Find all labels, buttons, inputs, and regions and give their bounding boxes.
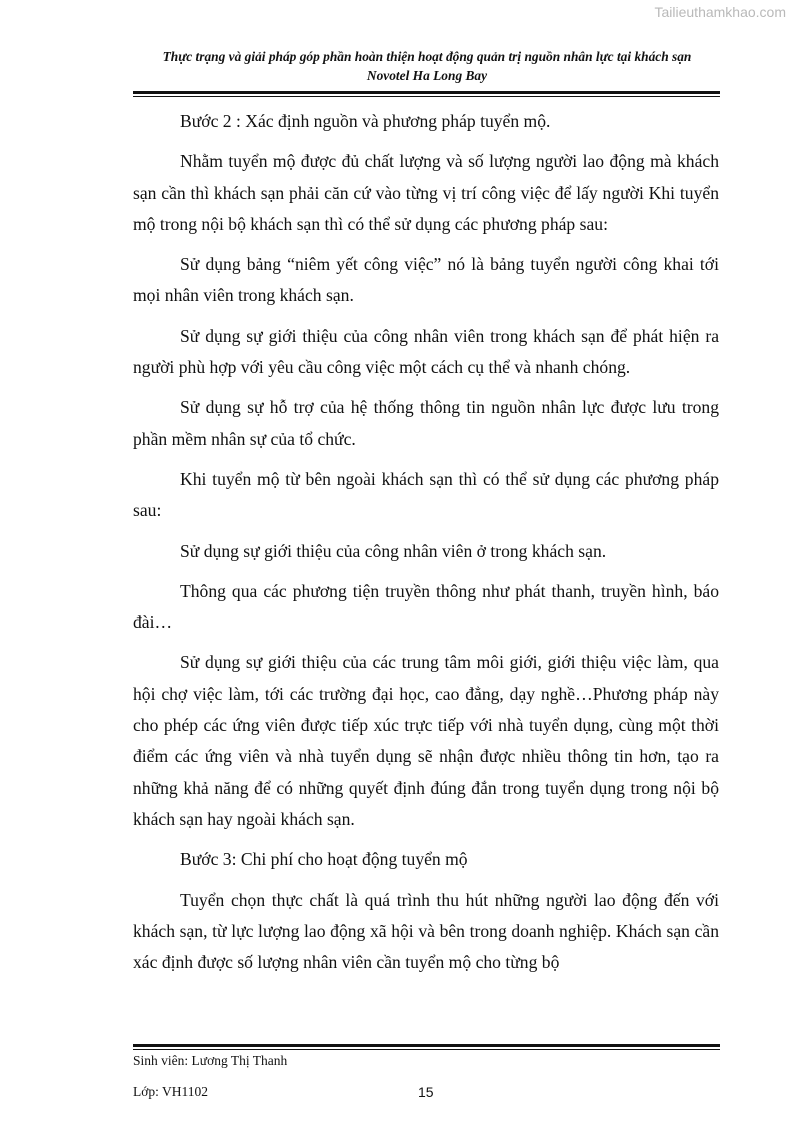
paragraph: Sử dụng sự hỗ trợ của hệ thống thông tin nguồn nhân lực được lưu trong phần mềm nhân sự của tổ chức. [133, 397, 719, 449]
page-header [120, 47, 734, 85]
paragraph: Bước 2 : Xác định nguồn và phương pháp tuyển mộ. [180, 111, 551, 131]
paragraph: Nhằm tuyển mộ được đủ chất lượng và số lượng người lao động mà khách sạn cần thì khách sạn phải căn cứ vào từng vị trí công việc để lấy người Khi tuyển mộ trong nội bộ khách sạn thì có thể sử dụng các phương pháp sau: [133, 151, 719, 234]
document-body [133, 106, 719, 987]
header-rule-thick [133, 91, 720, 94]
paragraph: Bước 3: Chi phí cho hoạt động tuyển mộ [180, 849, 468, 870]
paragraph: Sử dụng sự giới thiệu của các trung tâm môi giới, giới thiệu việc làm, qua hội chợ việc làm, tới các trường đại học, cao đẳng, dạy nghề…Phương pháp này cho phép các ứng viên được tiếp xúc trực tiếp với nhà tuyển dụng, cùng một thời điểm các ứng viên và nhà tuyển dụng sẽ nhận được nhiều thông tin hơn, tạo ra những khả năng để có những quyết định đúng đắn trong tuyển dụng trong nội bộ khách sạn hay ngoài khách sạn. [133, 652, 719, 829]
header-line-1: Thực trạng và giải pháp góp phần hoàn thiện hoạt động quản trị nguồn nhân lực tại khách sạn [162, 49, 692, 64]
footer-class: Lớp: VH1102 [133, 1084, 209, 1099]
paragraph: Sử dụng sự giới thiệu của công nhân viên ở trong khách sạn. [180, 540, 607, 561]
header-line-2: Novotel Ha Long Bay [366, 68, 488, 83]
paragraph: Thông qua các phương tiện truyền thông như phát thanh, truyền hình, báo đài… [133, 580, 719, 633]
header-rule-thin [133, 96, 720, 97]
footer-rule-thick [133, 1044, 720, 1047]
paragraph: Tuyển chọn thực chất là quá trình thu hút những người lao động đến với khách sạn, từ lực lượng lao động xã hội và bên trong doanh nghiệp. Khách sạn cần xác định được số lượng nhân viên cần tuyển mộ cho từng bộ [133, 889, 719, 973]
footer-student-name: Sinh viên: Lương Thị Thanh [133, 1053, 288, 1068]
footer-rule-thin [133, 1049, 720, 1050]
watermark: Tailieuthamkhao.com [654, 4, 786, 20]
page-number: 15 [418, 1084, 434, 1100]
paragraph: Sử dụng sự giới thiệu của công nhân viên trong khách sạn để phát hiện ra người phù hợp với yêu cầu công việc một cách cụ thể và nhanh chóng. [133, 325, 719, 378]
paragraph: Khi tuyển mộ từ bên ngoài khách sạn thì có thể sử dụng các phương pháp sau: [133, 468, 719, 521]
paragraph: Sử dụng bảng “niêm yết công việc” nó là bảng tuyển người công khai tới mọi nhân viên trong khách sạn. [133, 254, 719, 306]
